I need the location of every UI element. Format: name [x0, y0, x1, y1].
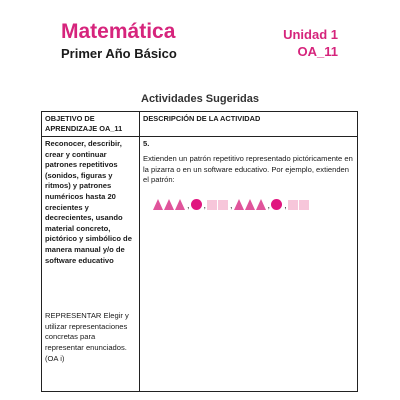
square-shape: [207, 200, 217, 210]
circle-shape: [271, 199, 282, 210]
header-left: [61, 20, 177, 62]
section-title: Actividades Sugeridas: [141, 93, 259, 105]
subject-title: Matemática: [61, 20, 176, 43]
square-shape: [299, 200, 309, 210]
square-shape: [218, 200, 228, 210]
circle-shape: [191, 199, 202, 210]
triangle-shape: [175, 199, 185, 210]
triangle-shape: [245, 199, 255, 210]
activity-text: Extienden un patrón repetitivo representado pictóricamente en la pizarra o en un software educativo. Por ejemplo, extienden el patrón:: [143, 154, 353, 185]
triangle-shape: [153, 199, 163, 210]
activity-table: [41, 111, 358, 392]
activity-number: 5.: [143, 139, 150, 148]
description-cell: [140, 137, 358, 392]
table-header-row: [42, 112, 358, 137]
objective-code: OA_11: [297, 44, 338, 59]
triangle-shape: [256, 199, 266, 210]
unit-label: Unidad 1: [283, 27, 338, 42]
pattern-separator: ,: [203, 199, 207, 210]
pattern-separator: ,: [187, 199, 190, 210]
pattern-separator: ,: [230, 199, 233, 210]
objective-column-header: OBJETIVO DE APRENDIZAJE OA_11: [42, 112, 140, 137]
header-right: [283, 26, 338, 60]
grade-subtitle: Primer Año Básico: [61, 46, 177, 61]
objective-text: Reconocer, describir, crear y continuar patrones repetitivos (sonidos, figuras y ritmos) y patrones numéricos hasta 20 crecientes y decrecientes, usando material concreto, pictórico y simbólico de manera manual y/o de software educativo: [45, 139, 132, 265]
objective-cell: [42, 137, 140, 392]
table-row: [42, 137, 358, 392]
triangle-shape: [234, 199, 244, 210]
square-shape: [288, 200, 298, 210]
description-column-header: DESCRIPCIÓN DE LA ACTIVIDAD: [140, 112, 358, 137]
represent-text: REPRESENTAR Elegir y utilizar representaciones concretas para representar enunciados. (OA i): [45, 311, 129, 363]
shape-pattern: [153, 196, 354, 210]
triangle-shape: [164, 199, 174, 210]
pattern-separator: ,: [284, 199, 287, 210]
pattern-separator: ,: [267, 199, 271, 210]
